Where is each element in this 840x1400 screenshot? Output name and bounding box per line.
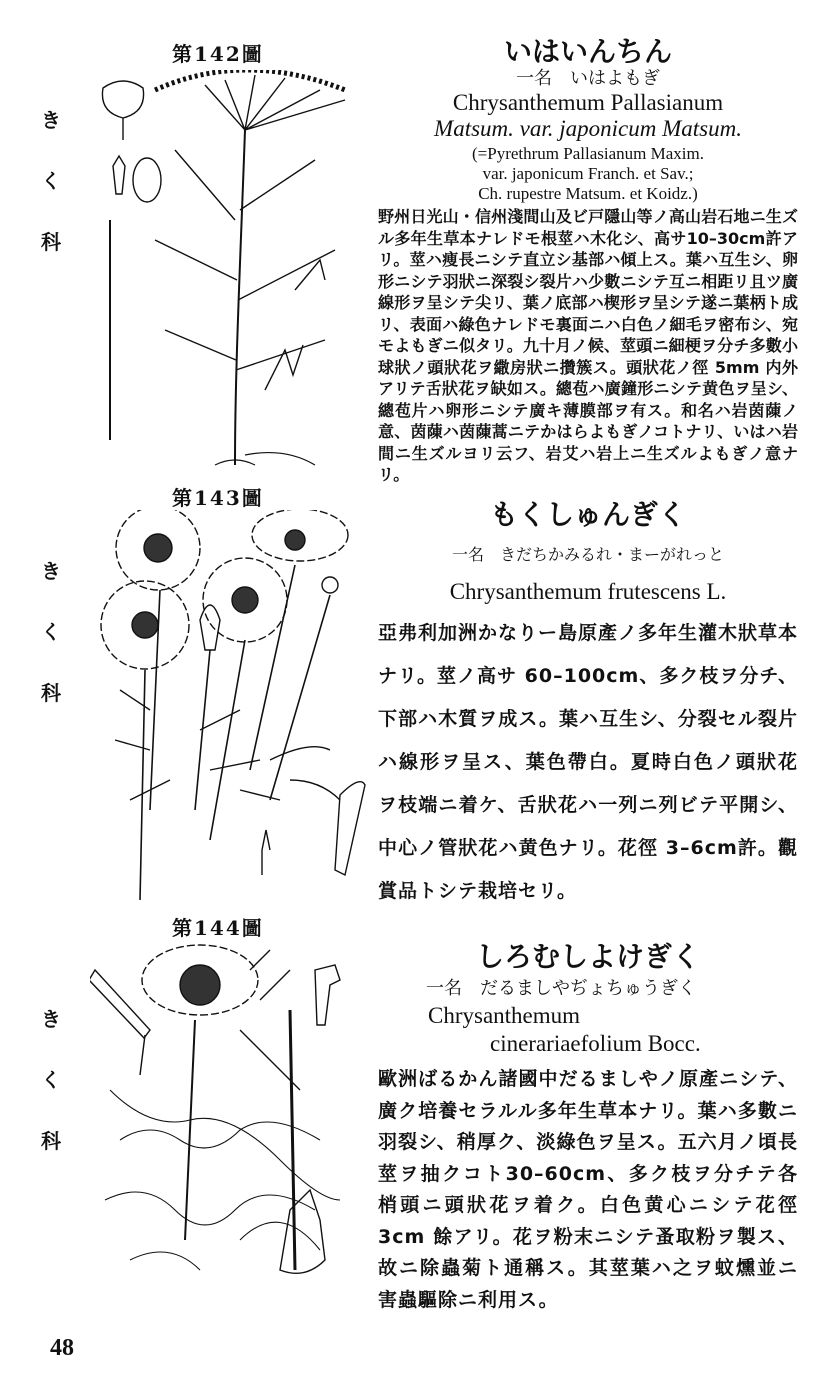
sci-line: Matsum. var. japonicum Matsum. bbox=[434, 116, 742, 141]
illustration-iwainchin bbox=[95, 70, 365, 470]
entry-144 bbox=[378, 940, 798, 1316]
figure-label-144: 第144圖 bbox=[172, 916, 264, 940]
entry-142 bbox=[378, 36, 798, 486]
entry-title: しろむしよけぎく bbox=[475, 940, 700, 973]
sci-line: Chrysanthemum frutescens L. bbox=[449, 579, 727, 604]
synonym-line: Ch. rupestre Matsum. et Koidz.) bbox=[478, 184, 698, 203]
illustration-mokushungiku bbox=[90, 510, 370, 900]
entry-description: 野州日光山・信州淺間山及ビ戸隱山等ノ高山岩石地ニ生ズル多年生草本ナレドモ根莖ハ木化シ、高サ10–30cm許アリ。莖ハ痩長ニシテ直立シ基部ハ傾上ス。葉ハ互生シ、卵形ニシテ羽狀ニ深裂シ裂片ハ少數ニシテ互ニ相距リ且ツ廣線形ヲ呈シテ尖リ、葉ノ底部ハ楔形ヲ呈シテ遂ニ葉柄ト成リ、表面ハ綠色ナレドモ裏面ニハ白色ノ細毛ヲ密布シ、宛モよもぎニ似タリ。九十月ノ候、莖頭ニ細梗ヲ分チ多數小球狀ノ頭狀花ヲ繖房狀ニ攢簇ス。頭狀花ノ徑 5mm 内外アリテ舌狀花ヲ缺如ス。總苞ハ廣鐘形ニシテ黄色ヲ呈シ、總苞片ハ卵形ニシテ廣キ薄膜部ヲ有ス。和名ハ岩茵蔯ノ意、茵蔯ハ茵蔯蒿ニテかはらよもぎノコトナリ、いはハ岩間ニ生ズルヨリ云フ、岩艾ハ岩上ニ生ズルよもぎノ意ナリ。 bbox=[378, 207, 798, 484]
family-char: 科 bbox=[41, 1129, 61, 1153]
synonyms bbox=[378, 144, 798, 204]
page-number: 48 bbox=[50, 1335, 74, 1361]
entry-description: 歐洲ばるかん諸國中だるましやノ原產ニシテ、廣ク培養セラルル多年生草本ナリ。葉ハ多數ニ羽裂シ、稍厚ク、淡綠色ヲ呈ス。五六月ノ頃長莖ヲ抽クコト30–60cm、多ク枝ヲ分チテ各梢頭ニ頭狀花ヲ着ク。白色黄心ニシテ花徑 3cm 餘アリ。花ヲ粉末ニシテ蚤取粉ヲ製ス、故ニ除蟲菊ト通稱ス。其莖葉ハ之ヲ蚊燻並ニ害蟲驅除ニ利用ス。 bbox=[378, 1068, 798, 1311]
family-label-144 bbox=[36, 1003, 66, 1186]
sci-line: cinerariaefolium Bocc. bbox=[490, 1031, 701, 1056]
family-label-143 bbox=[36, 555, 66, 738]
entry-alias: 一名 きだちかみるれ・まーがれっと bbox=[451, 545, 724, 564]
family-char: 科 bbox=[41, 681, 61, 705]
entry-description: 亞弗利加洲かなりー島原產ノ多年生灌木狀草本ナリ。莖ノ高サ 60–100cm、多ク枝ヲ分チ、下部ハ木質ヲ成ス。葉ハ互生シ、分裂セル裂片ハ線形ヲ呈ス、葉色帶白。夏時白色ノ頭狀花ヲ枝端ニ着ケ、舌狀花ハ一列ニ列ビテ平開シ、中心ノ管狀花ハ黄色ナリ。花徑 3–6cm許。觀賞品トシテ栽培セリ。 bbox=[378, 622, 799, 902]
family-char: く bbox=[41, 620, 61, 644]
family-char: き bbox=[41, 559, 61, 583]
entry-title: もくしゅんぎく bbox=[489, 498, 686, 531]
figure-label-143: 第143圖 bbox=[172, 486, 264, 510]
entry-143 bbox=[378, 498, 798, 913]
figure-label-142: 第142圖 bbox=[172, 42, 264, 66]
family-char: 科 bbox=[41, 230, 61, 254]
illustration-shiromushiyokegiku bbox=[90, 940, 370, 1310]
synonym-line: var. japonicum Franch. et Sav.; bbox=[482, 164, 694, 183]
scientific-name bbox=[378, 90, 798, 142]
sci-line: Chrysanthemum Pallasianum bbox=[452, 90, 724, 115]
scientific-name bbox=[378, 578, 798, 606]
family-char: く bbox=[41, 1068, 61, 1092]
family-label-142 bbox=[36, 104, 66, 287]
scientific-name bbox=[378, 1002, 798, 1058]
synonym-line: (=Pyrethrum Pallasianum Maxim. bbox=[472, 144, 704, 163]
entry-alias: 一名 いはよもぎ bbox=[516, 68, 660, 89]
sci-line: Chrysanthemum bbox=[428, 1003, 581, 1028]
entry-alias: 一名 だるましやぢょちゅうぎく bbox=[426, 978, 696, 999]
family-char: き bbox=[41, 1007, 61, 1031]
family-char: き bbox=[41, 108, 61, 132]
entry-title: いはいんちん bbox=[503, 35, 672, 68]
family-char: く bbox=[41, 169, 61, 193]
